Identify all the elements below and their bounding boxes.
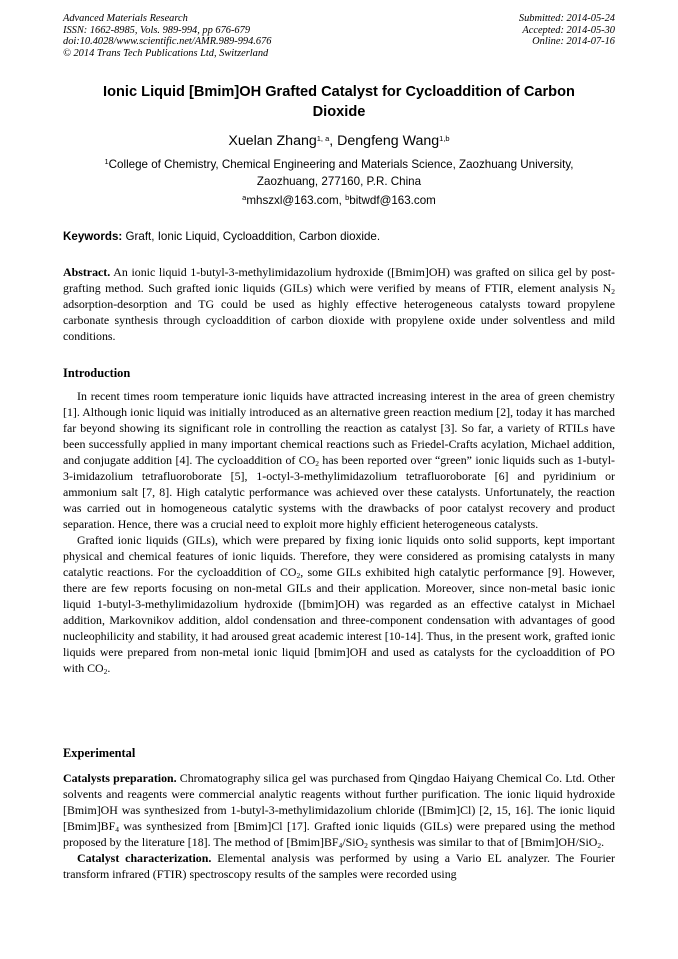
doi-line: doi:10.4028/www.scientific.net/AMR.989-994.676 [63, 36, 272, 48]
author-emails: $^a$mhszxl@163.com, $^b$bitwdf@163.com [242, 193, 436, 207]
keywords-text: Graft, Ionic Liquid, Cycloaddition, Carbon dioxide. [122, 230, 381, 243]
intro-paragraph-2: Grafted ionic liquids (GILs), which were prepared by fixing ionic liquids onto solid supports, kept important physical and chemical features of ionic liquids. Therefore, they were considered as promising catalysts in many catalytic reactions. For the cycloaddition of $CO_2$, some GILs exhibited high catalytic performance [9]. However, there are few reports focusing on non-metal GILs and their application. Moreover, since non-metal basic ionic liquid 1-butyl-3-methylimidazolium hydroxide ([bmim]OH) was regarded as an effective catalyst in Michael addition, Markovnikov addition, aldol condensation and three-component condensation with advantages of good nucleophilicity and stability, it had aroused great academic interest [10-14]. Thus, in the present work, grafted ionic liquids were prepared from non-metal ionic liquid [bmim]OH and used as catalysts for the cycloaddition of PO with $CO_2$. [63, 533, 616, 676]
title-line-2: Dioxide [312, 104, 366, 120]
issn-line: ISSN: 1662-8985, Vols. 989-994, pp 676-679 [63, 24, 251, 36]
email-b: bitwdf@163.com [349, 194, 436, 207]
journal-header-left [63, 13, 271, 59]
abstract-paragraph: Abstract. An ionic liquid 1-butyl-3-methylimidazolium hydroxide ([Bmim]OH) was grafted on silica gel by post-grafting method. Such grafted ionic liquids (GILs) which were verified by means of FTIR, element analysis $N_2$ adsorption-desorption and TG could be used as highly effective heterogeneous catalysts toward propylene carbonate synthesis through cycloaddition of carbon dioxide with propylene oxide under solventless and mild conditions. [63, 265, 615, 343]
keywords-label: Keywords: [63, 230, 123, 243]
email-a-marker: a [242, 193, 247, 202]
title-line-1: Ionic Liquid [Bmim]OH Grafted Catalyst for Cycloaddition of Carbon [103, 84, 575, 100]
abstract-label: Abstract. [63, 265, 111, 279]
copyright-line: © 2014 Trans Tech Publications Ltd, Switzerland [63, 47, 269, 59]
introduction-heading: Introduction [63, 366, 131, 380]
introduction-section [63, 388, 615, 676]
intro-paragraph-1: In recent times room temperature ionic liquids have attracted increasing interest in the area of green chemistry [1]. Although ionic liquid was initially introduced as an alternative green reaction medium [2], today it has marched far beyond showing its significant role in controlling the reaction as catalyst [3]. So far, a variety of RTILs have been successfully applied in many important chemical reactions such as Friedel-Crafts acylation, Michael addition, and conjugate addition [4]. The cycloaddition of $CO_2$ has been reported over “green” ionic liquids such as 1-butyl-3-imidazolium tetrafluoroborate [5], 1-octyl-3-methylimidazolium tetrafluoroborate [6] and pyridinium or ammonium salt [7, 8]. High catalytic performance was achieved over these catalysts. Unfortunately, the reaction was carried out in homogeneous catalytic systems with the drawbacks of poor catalyst recovery and product separation. Hence, there was a crucial need to exploit more highly efficient heterogeneous catalysts. [63, 389, 615, 531]
exp-paragraph-1: Catalysts preparation. Chromatography silica gel was purchased from Qingdao Haiyang Chemical Co. Ltd. Other solvents and reagents were commercial analytic reagents without further purification. The ionic liquid hydroxide [Bmim]OH was synthesized from 1-butyl-3-methylimidazolium chloride ([Bmim]Cl) [2, 15, 16]. The ionic liquid $[Bmim]BF_4$ was synthesized from [Bmim]Cl [17]. Grafted ionic liquids (GILs) were prepared using the method proposed by the literature [18]. The method of $[Bmim]BF_4/SiO_2$ synthesis was similar to that of [Bmim]OH/SiO$_2$. [63, 771, 615, 850]
author-1-affil: 1, a [316, 134, 330, 143]
exp-paragraph-2: Catalyst characterization. Elemental analysis was performed by using a Vario EL analyzer. The Fourier transform infrared (FTIR) spectroscopy results of the samples were recorded using [63, 851, 615, 881]
affiliation-line-2: Zaozhuang, 277160, P.R. China [256, 175, 422, 188]
journal-header-right [519, 13, 615, 48]
submitted-date: Submitted: 2014-05-24 [518, 13, 615, 24]
online-date: Online: 2014-07-16 [532, 36, 615, 48]
author-separator: , [329, 133, 338, 149]
email-b-marker: b [345, 193, 350, 202]
journal-name: Advanced Materials Research [63, 13, 188, 24]
affiliation-marker: 1 [104, 157, 109, 166]
catalyst-characterization-label: Catalyst characterization. [77, 851, 212, 865]
email-a: mhszxl@163.com [246, 194, 339, 207]
abstract [63, 264, 615, 344]
catalysts-preparation-label: Catalysts preparation. [63, 771, 177, 785]
accepted-date: Accepted: 2014-05-30 [522, 24, 615, 36]
experimental-heading: Experimental [63, 746, 136, 760]
author-2: Dengfeng Wang [337, 133, 440, 149]
author-2-affil: 1,b [439, 134, 450, 143]
keywords [63, 229, 615, 244]
paper-title [63, 82, 615, 122]
author-list [63, 132, 615, 150]
experimental-section [63, 770, 615, 882]
author-1: Xuelan Zhang [228, 133, 317, 149]
affiliation [63, 156, 615, 190]
affiliation-line-1: $^1$College of Chemistry, Chemical Engineering and Materials Science, Zaozhuang University, [104, 157, 574, 171]
